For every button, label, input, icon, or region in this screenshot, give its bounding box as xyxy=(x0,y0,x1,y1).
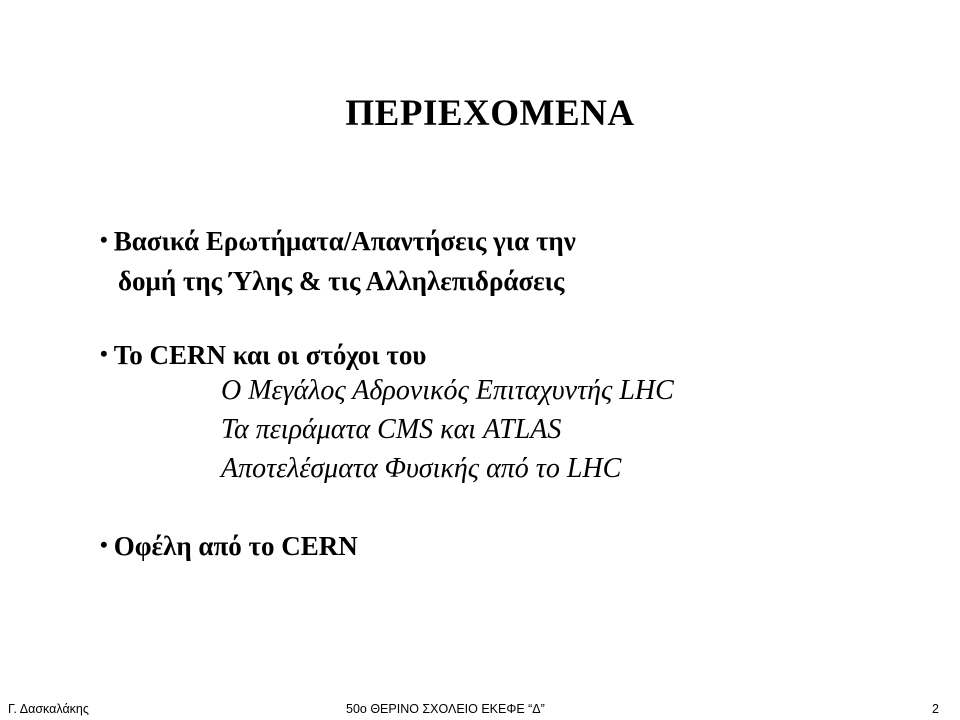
bullet-text-continued: δομή της Ύλης & τις Αλληλεπιδράσεις xyxy=(118,266,565,296)
footer-event: 50ο ΘΕΡΙΝΟ ΣΧΟΛΕΙΟ ΕΚΕΦΕ “Δ” xyxy=(346,702,545,716)
footer-page-number: 2 xyxy=(932,702,939,716)
bullet-marker: • xyxy=(100,227,108,252)
subitem-lhc: Ο Μεγάλος Αδρονικός Επιταχυντής LHC xyxy=(221,375,674,406)
footer-author: Γ. Δασκαλάκης xyxy=(8,702,89,716)
bullet-marker: • xyxy=(100,532,108,557)
bullet-item-cern xyxy=(100,336,426,376)
bullet-marker: • xyxy=(100,341,108,366)
subitem-experiments: Τα πειράματα CMS και ATLAS xyxy=(221,414,562,445)
bullet-item-basics xyxy=(100,222,576,300)
bullet-item-benefits xyxy=(100,527,358,567)
slide-title: ΠΕΡΙΕΧΟΜΕΝΑ xyxy=(345,93,635,134)
bullet-text: Βασικά Ερωτήματα/Απαντήσεις για την xyxy=(113,226,576,256)
bullet-text: Οφέλη από το CERN xyxy=(113,531,358,561)
bullet-text: Το CERN και οι στόχοι του xyxy=(113,340,427,370)
subitem-results: Αποτελέσματα Φυσικής από το LHC xyxy=(221,453,622,484)
